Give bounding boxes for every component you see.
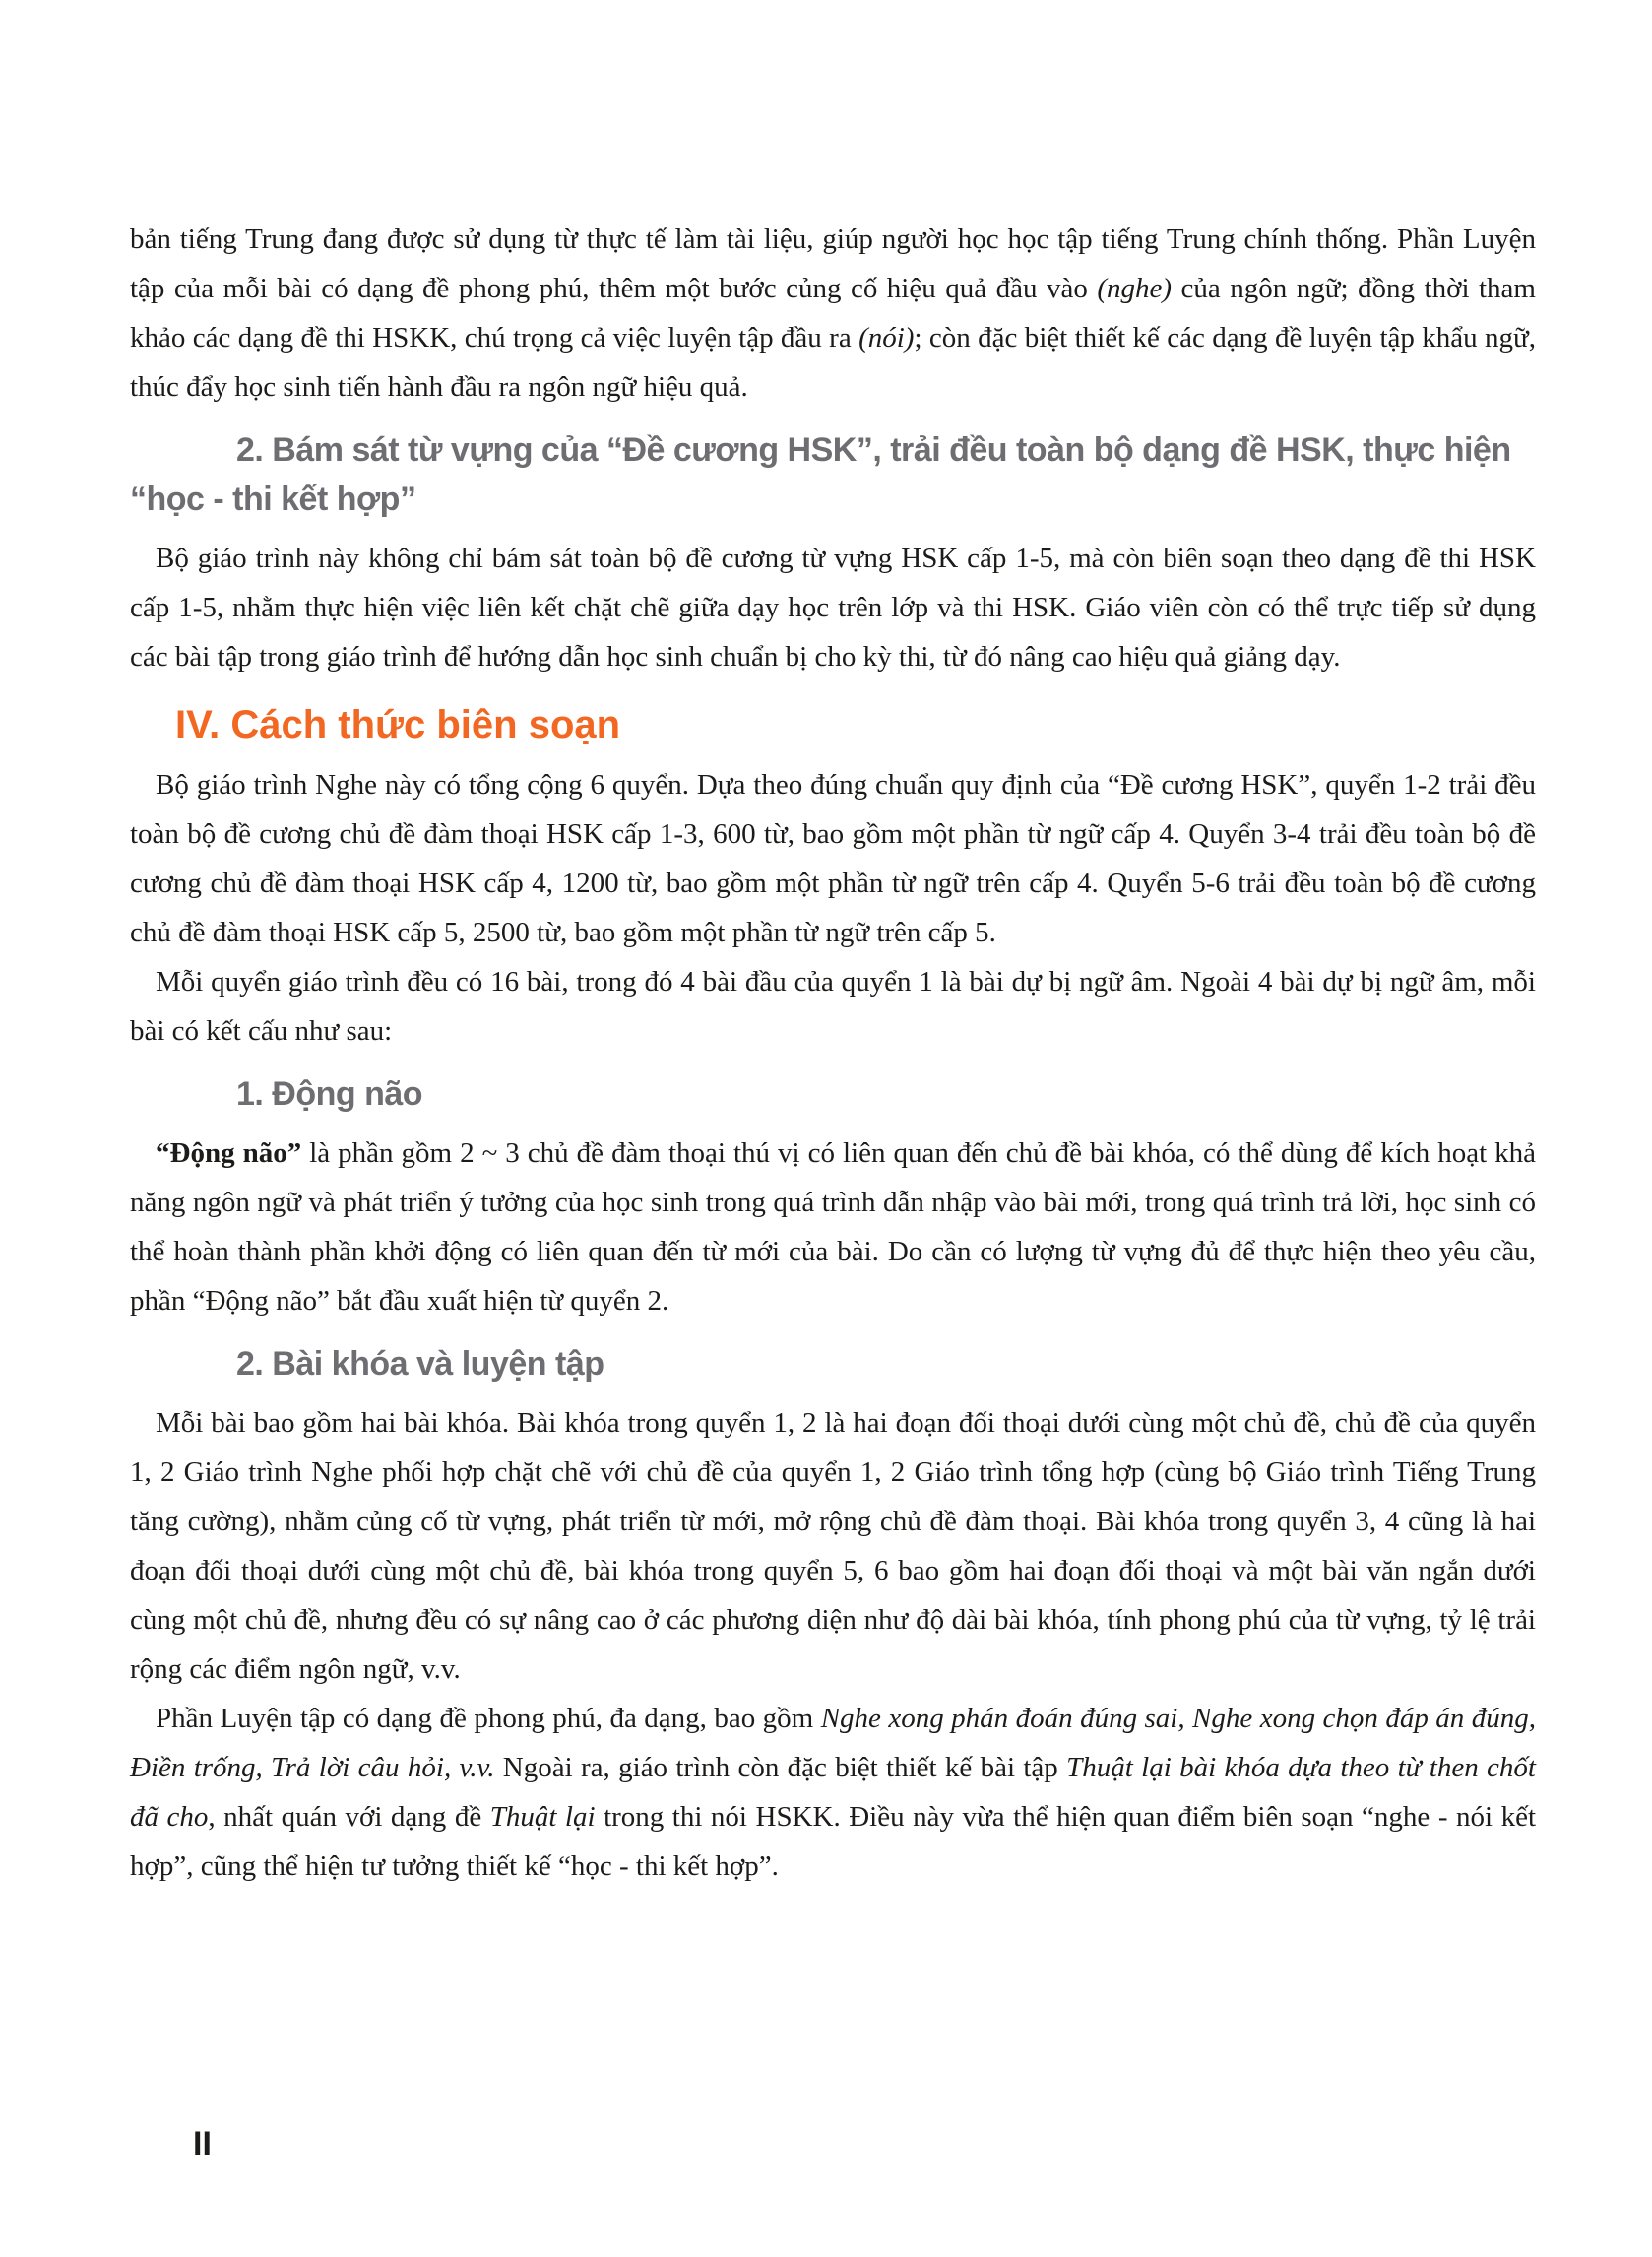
text-run: Thuật lại bài khóa dựa theo từ then chốt đã cho <box>130 1752 1536 1833</box>
paragraph <box>130 1398 1536 1694</box>
paragraph <box>130 534 1536 681</box>
text-run: ; còn đặc biệt thiết kế các dạng đề luyện tập khẩu ngữ, thúc đẩy học sinh tiến hành đầu ra ngôn ngữ hiệu quả. <box>130 322 1536 403</box>
text-run: Phần Luyện tập có dạng đề phong phú, đa dạng, bao gồm <box>156 1703 821 1734</box>
text-run: của ngôn ngữ; đồng thời tham khảo các dạng đề thi HSKK, chú trọng cả việc luyện tập đầu ra <box>130 273 1536 354</box>
text-run: (nói) <box>858 322 915 354</box>
text-run: (nghe) <box>1097 273 1173 304</box>
page-body <box>130 215 1536 1891</box>
paragraph <box>130 957 1536 1056</box>
section-heading: IV. Cách thức biên soạn <box>175 703 621 746</box>
text-run: trong thi nói HSKK. Điều này vừa thể hiện quan điểm biên soạn “nghe - nói kết hợp”, cũng thể hiện tư tưởng thiết kế “học - thi kết hợp”. <box>130 1801 1536 1882</box>
subsection-heading: 2. Bám sát từ vựng của “Đề cương HSK”, trải đều toàn bộ dạng đề HSK, thực hiện “học - thi kết hợp” <box>130 431 1511 518</box>
paragraph <box>130 1128 1536 1325</box>
text-run: Nghe xong phán đoán đúng sai, Nghe xong chọn đáp án đúng, Điền trống, Trả lời câu hỏi, v.v. <box>130 1703 1536 1783</box>
subsection-heading: 1. Động não <box>236 1075 423 1113</box>
text-run: Thuật lại <box>489 1801 596 1833</box>
text-run: là phần gồm 2 ~ 3 chủ đề đàm thoại thú vị có liên quan đến chủ đề bài khóa, có thể dùng để kích hoạt khả năng ngôn ngữ và phát triển ý tưởng của học sinh trong quá trình dẫn nhập vào bài mới, trong quá trình trả lời, học sinh có thể hoàn thành phần khởi động có liên quan đến từ mới của bài. Do cần có lượng từ vựng đủ để thực hiện theo yêu cầu, phần “Động não” bắt đầu xuất hiện từ quyển 2. <box>130 1137 1536 1317</box>
subsection-heading: 2. Bài khóa và luyện tập <box>236 1345 604 1383</box>
text-run: Ngoài ra, giáo trình còn đặc biệt thiết kế bài tập <box>494 1752 1067 1783</box>
text-run: Mỗi quyển giáo trình đều có 16 bài, trong đó 4 bài đầu của quyển 1 là bài dự bị ngữ âm. Ngoài 4 bài dự bị ngữ âm, mỗi bài có kết cấu như sau: <box>130 966 1536 1047</box>
paragraph <box>130 215 1536 412</box>
paragraph <box>130 1694 1536 1891</box>
text-run: , nhất quán với dạng đề <box>208 1801 490 1833</box>
text-run: “Động não” <box>156 1137 302 1169</box>
text-run: Bộ giáo trình này không chỉ bám sát toàn bộ đề cương từ vựng HSK cấp 1-5, mà còn biên soạn theo dạng đề thi HSK cấp 1-5, nhằm thực hiện việc liên kết chặt chẽ giữa dạy học trên lớp và thi HSK. Giáo viên còn có thể trực tiếp sử dụng các bài tập trong giáo trình để hướng dẫn học sinh chuẩn bị cho kỳ thi, từ đó nâng cao hiệu quả giảng dạy. <box>130 543 1536 673</box>
page-number: II <box>193 2125 212 2162</box>
paragraph <box>130 760 1536 957</box>
text-run: Bộ giáo trình Nghe này có tổng cộng 6 quyển. Dựa theo đúng chuẩn quy định của “Đề cương HSK”, quyển 1-2 trải đều toàn bộ đề cương chủ đề đàm thoại HSK cấp 1-3, 600 từ, bao gồm một phần từ ngữ cấp 4. Quyển 3-4 trải đều toàn bộ đề cương chủ đề đàm thoại HSK cấp 4, 1200 từ, bao gồm một phần từ ngữ trên cấp 4. Quyển 5-6 trải đều toàn bộ đề cương chủ đề đàm thoại HSK cấp 5, 2500 từ, bao gồm một phần từ ngữ trên cấp 5. <box>130 769 1536 948</box>
text-run: bản tiếng Trung đang được sử dụng từ thực tế làm tài liệu, giúp người học học tập tiếng Trung chính thống. Phần Luyện tập của mỗi bài có dạng đề phong phú, thêm một bước củng cố hiệu quả đầu vào <box>130 224 1536 304</box>
text-run: Mỗi bài bao gồm hai bài khóa. Bài khóa trong quyển 1, 2 là hai đoạn đối thoại dưới cùng một chủ đề, chủ đề của quyển 1, 2 Giáo trình Nghe phối hợp chặt chẽ với chủ đề của quyển 1, 2 Giáo trình tổng hợp (cùng bộ Giáo trình Tiếng Trung tăng cường), nhằm củng cố từ vựng, phát triển từ mới, mở rộng chủ đề đàm thoại. Bài khóa trong quyển 3, 4 cũng là hai đoạn đối thoại dưới cùng một chủ đề, bài khóa trong quyển 5, 6 bao gồm hai đoạn đối thoại và một bài văn ngắn dưới cùng một chủ đề, nhưng đều có sự nâng cao ở các phương diện như độ dài bài khóa, tính phong phú của từ vựng, tỷ lệ trải rộng các điểm ngôn ngữ, v.v. <box>130 1407 1536 1685</box>
